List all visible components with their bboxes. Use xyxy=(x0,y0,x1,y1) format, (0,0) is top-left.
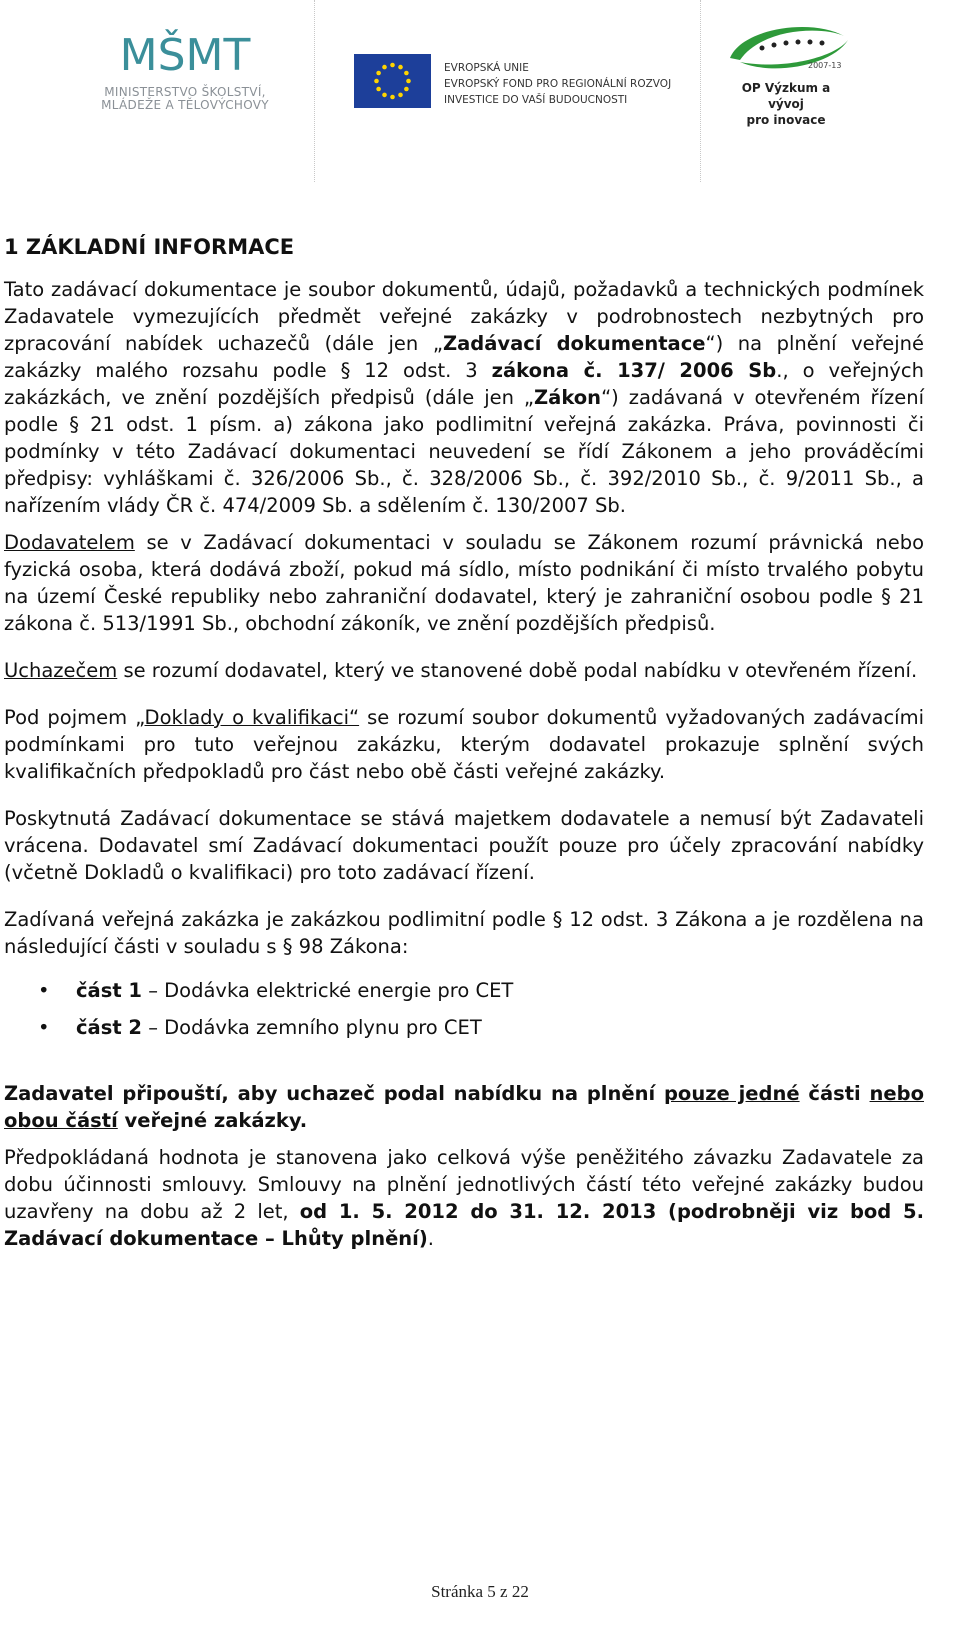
page-number: Stránka 5 z 22 xyxy=(431,1582,529,1601)
op-logo-text xyxy=(722,80,850,128)
text: . xyxy=(427,1227,434,1250)
eu-flag-icon xyxy=(354,54,431,108)
eu-logo-text xyxy=(444,60,671,108)
part-text: – Dodávka elektrické energie pro CET xyxy=(142,979,514,1002)
op-line-1: OP Výzkum a vývoj xyxy=(741,81,831,111)
paragraph-hodnota xyxy=(4,1144,924,1252)
part-label: část 2 xyxy=(76,1016,143,1039)
text: veřejné zakázky. xyxy=(117,1109,308,1132)
term-zakon: Zákon xyxy=(534,386,602,409)
op-line-2: pro inovace xyxy=(746,113,826,127)
msmt-line-1: MINISTERSTVO ŠKOLSTVÍ, xyxy=(104,85,266,99)
svg-text:MŠMT: MŠMT xyxy=(119,30,251,81)
paragraph-majetek: Poskytnutá Zadávací dokumentace se stává majetkem dodavatele a nemusí být Zadavateli vrácena. Dodavatel smí Zadávací dokumentaci použít pouze pro účely zpracování nabídky (včetně Dokladů o kvalifikaci) pro toto zadávací řízení. xyxy=(4,807,924,884)
msmt-line-2: MLÁDEŽE A TĚLOVÝCHOVY xyxy=(101,98,269,112)
text: ., o veřejných zakázkách, ve znění pozdějších předpisů (dále jen „ xyxy=(4,359,924,409)
text: “) na plnění veřejné zakázky malého rozsahu podle § 12 odst. 3 xyxy=(4,332,924,382)
paragraph-casti: Zadívaná veřejná zakázka je zakázkou podlimitní podle § 12 odst. 3 Zákona a je rozdělena na následující části v souladu s § 98 Zákona: xyxy=(4,908,924,958)
term-uchazec: Uchazečem xyxy=(4,659,118,682)
contract-period: od 1. 5. 2012 do 31. 12. 2013 (podrobněji viz bod 5. Zadávací dokumentace – Lhůty plnění) xyxy=(4,1200,924,1250)
document-body xyxy=(4,232,924,1272)
eu-logo xyxy=(354,54,674,114)
msmt-logo xyxy=(90,20,280,120)
msmt-logo-mark-icon xyxy=(119,20,251,92)
text: “) zadávaná v otevřeném řízení podle § 21 odst. 1 písm. a) zákona jako podlimitní veřejná zakázka. Práva, povinnosti či podmínky v této Zadávací dokumentaci neuvedení se řídí Zákonem a jeho prováděcími předpisy: vyhláškami č. 326/2006 Sb., č. 328/2006 Sb., č. 392/2010 Sb., č. 9/2011 Sb., a nařízením vlády ČR č. 474/2009 Sb. a sdělením č. 130/2007 Sb. xyxy=(4,386,924,517)
page-header xyxy=(0,0,960,190)
op-swoosh-icon xyxy=(722,18,862,80)
eu-line-2: EVROPSKÝ FOND PRO REGIONÁLNÍ ROZVOJ xyxy=(444,78,672,90)
text: se rozumí soubor dokumentů vyžadovaných zadávacími podmínkami pro tuto veřejnou zakázku, kterým dodavatel prokazuje splnění svých kvalifikačních předpokladů pro část nebo obě části veřejné zakázky. xyxy=(4,706,924,783)
header-divider xyxy=(314,0,315,182)
text: Pod pojmem xyxy=(4,706,136,729)
text: se v Zadávací dokumentaci v souladu se Zákonem rozumí právnická nebo fyzická osoba, která dodává zboží, pokud má sídlo, místo podnikání či místo trvalého pobytu na území České republiky nebo zahraniční dodavatel, který je zahraniční osobou podle § 21 zákona č. 513/1991 Sb., obchodní zákoník, ve znění pozdějších předpisů. xyxy=(4,531,924,635)
term-dodavatel: Dodavatelem xyxy=(4,531,135,554)
text: se rozumí dodavatel, který ve stanovené době podal nabídku v otevřeném řízení. xyxy=(117,659,918,682)
text: části xyxy=(799,1082,870,1105)
term-doklady-o-kvalifikaci: „Doklady o kvalifikaci“ xyxy=(135,706,360,729)
text: Zadavatel připouští, aby uchazeč podal nabídku na plnění xyxy=(4,1082,664,1105)
op-vavpi-logo xyxy=(722,18,862,127)
header-divider xyxy=(700,0,701,182)
paragraph-dodavatel xyxy=(4,529,924,637)
eu-line-3: INVESTICE DO VAŠÍ BUDOUCNOSTI xyxy=(444,94,628,106)
section-heading: 1 ZÁKLADNÍ INFORMACE xyxy=(4,235,295,259)
eu-line-1: EVROPSKÁ UNIE xyxy=(444,62,529,74)
svg-text:2007-13: 2007-13 xyxy=(808,61,842,70)
bullet-icon: • xyxy=(38,1016,50,1039)
paragraph-uchazec xyxy=(4,657,924,684)
term-zadavaci-dokumentace: Zadávací dokumentace xyxy=(442,332,706,355)
list-item xyxy=(4,1009,924,1046)
list-item xyxy=(4,972,924,1009)
part-text: – Dodávka zemního plynu pro CET xyxy=(142,1016,482,1039)
paragraph-intro xyxy=(4,276,924,519)
paragraph-doklady xyxy=(4,704,924,785)
text: Tato zadávací dokumentace je soubor dokumentů, údajů, požadavků a technických podmínek Zadavatele vymezujících předmět veřejné zakázky v podrobnostech nezbytných pro zpracování nabídek uchazečů (dále jen „ xyxy=(4,278,924,355)
law-reference: zákona č. 137/ 2006 Sb xyxy=(491,359,777,382)
bullet-icon: • xyxy=(38,979,50,1002)
text: Předpokládaná hodnota je stanovena jako celková výše peněžitého závazku Zadavatele za dobu účinnosti smlouvy. Smlouvy na plnění jednotlivých částí této veřejné zakázky budou uzavřeny na dobu až 2 let, xyxy=(4,1146,924,1223)
paragraph-pripousti xyxy=(4,1080,924,1134)
emphasis: nebo obou částí xyxy=(4,1082,924,1132)
parts-list xyxy=(4,972,924,1046)
part-label: část 1 xyxy=(76,979,143,1002)
emphasis: pouze jedné xyxy=(663,1082,800,1105)
msmt-logo-text xyxy=(90,86,280,112)
